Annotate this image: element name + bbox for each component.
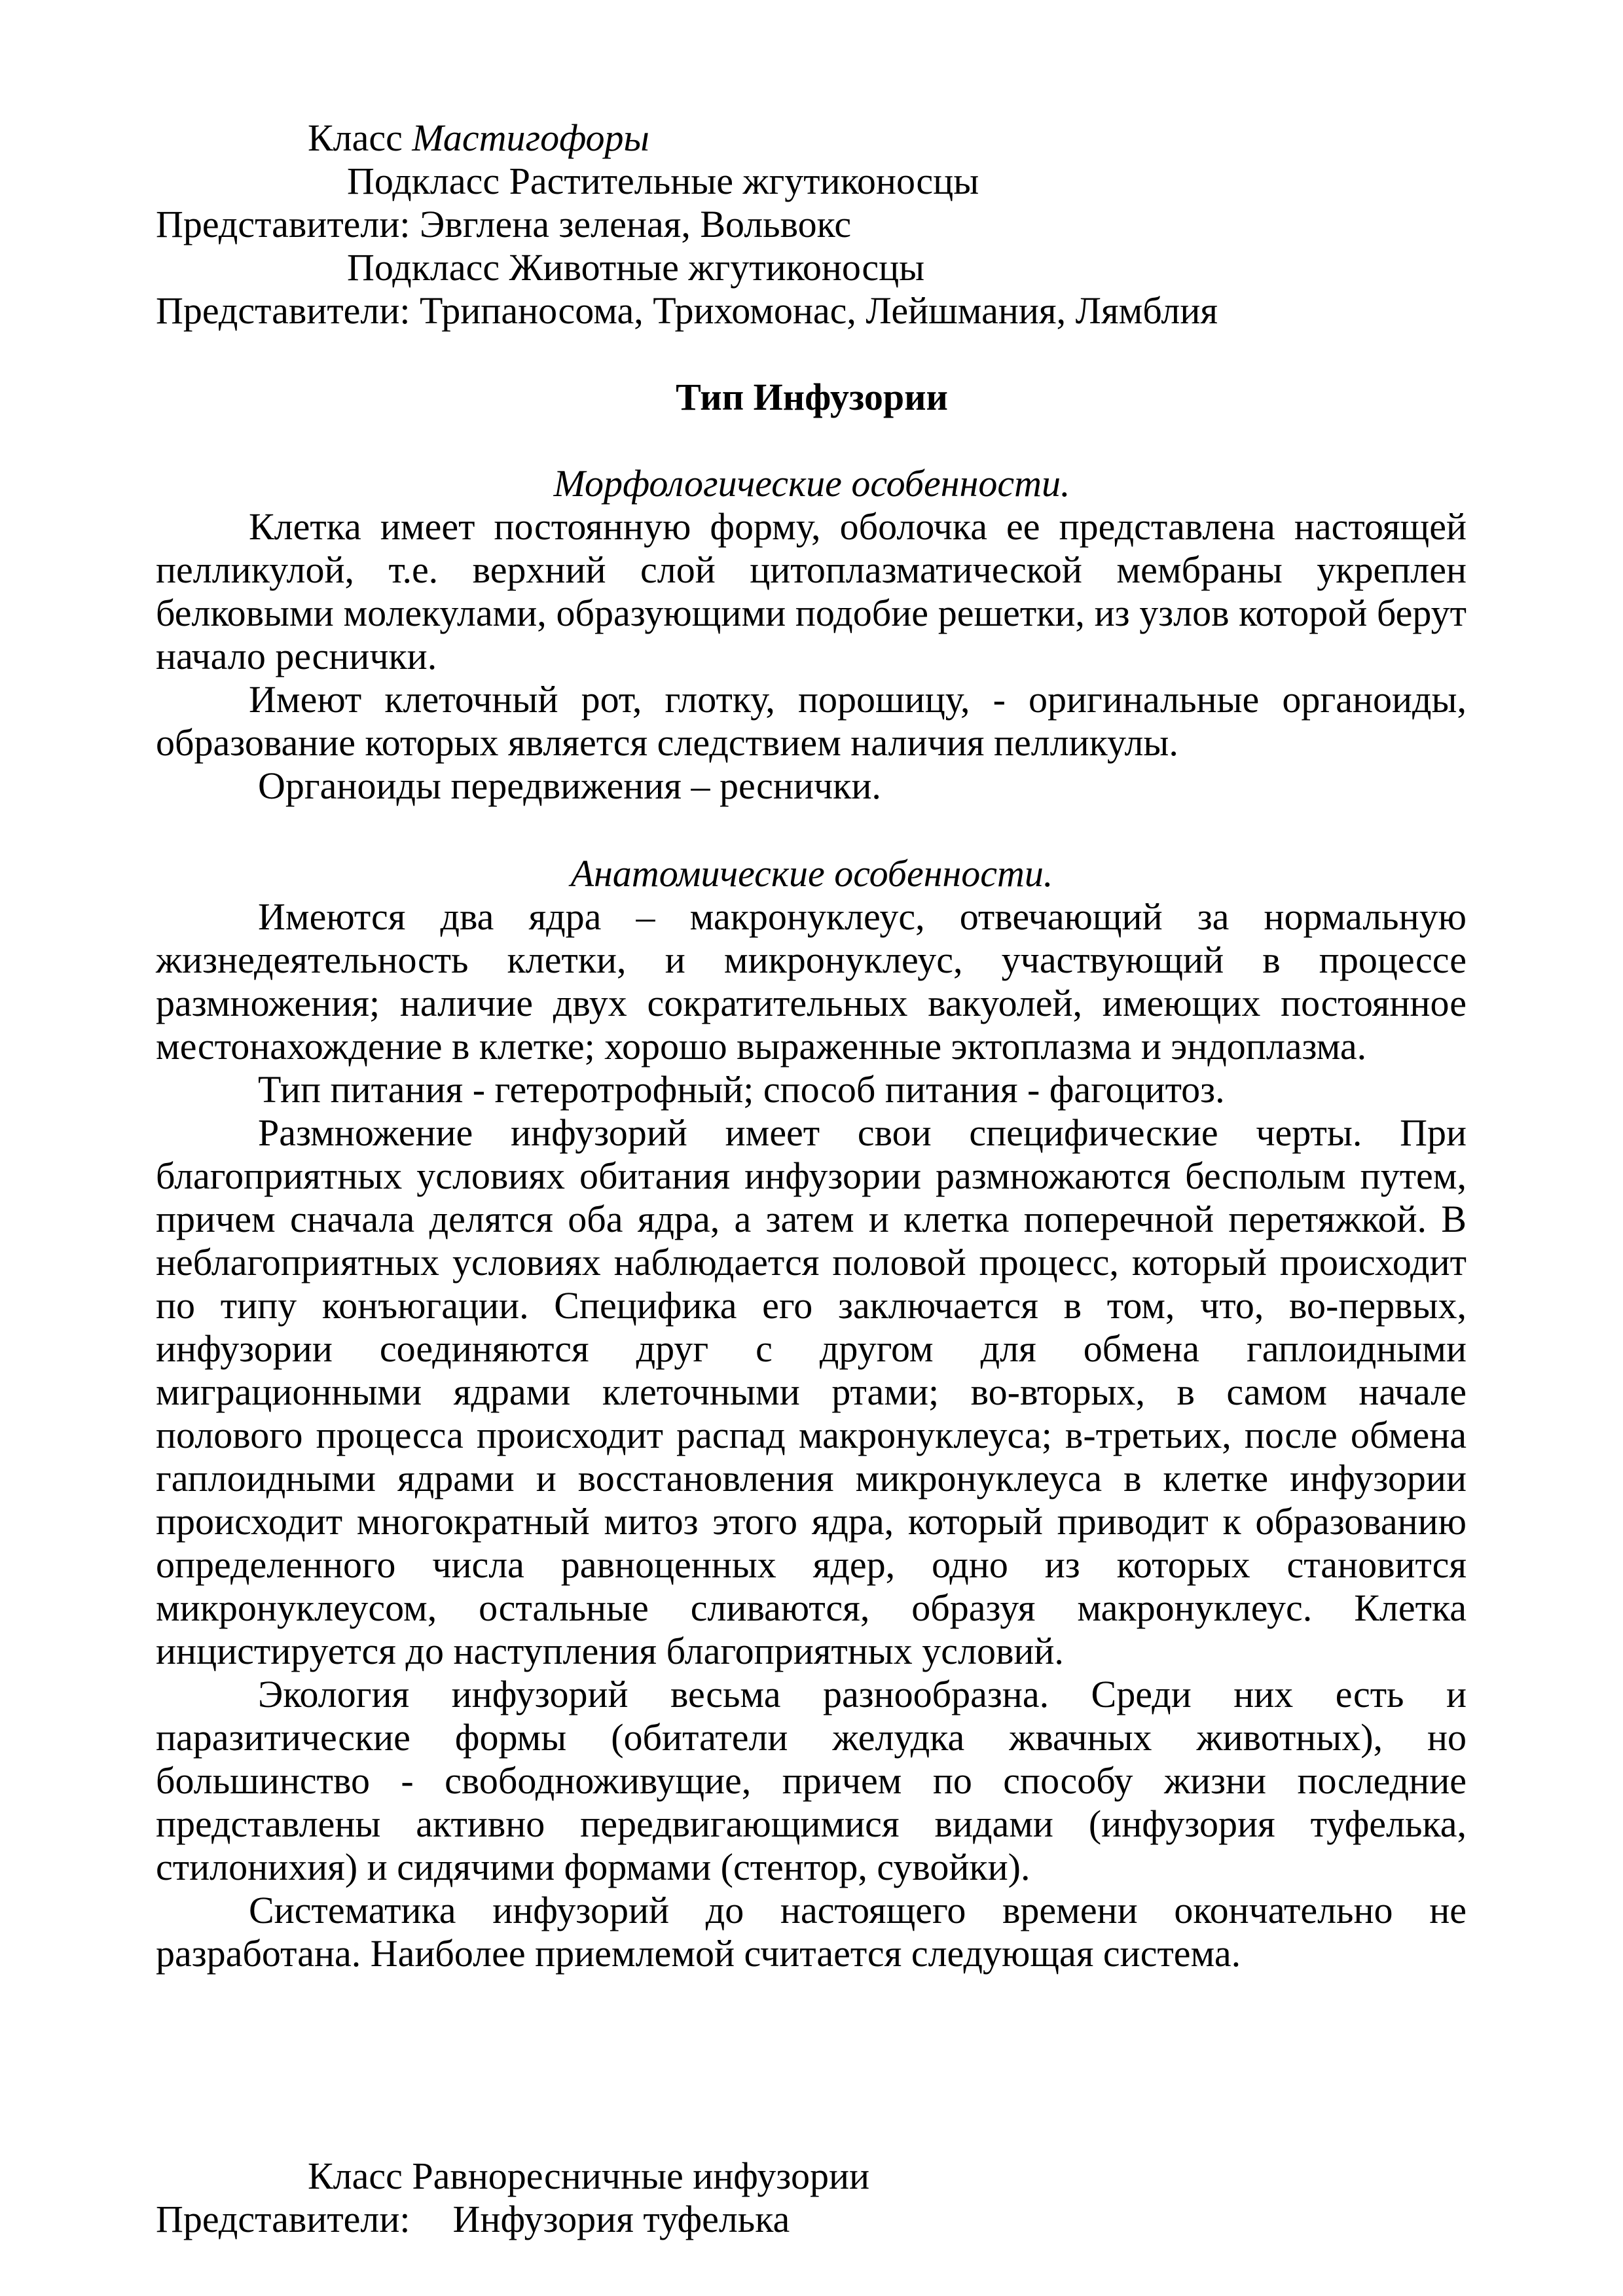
class-mastigophora-line xyxy=(308,117,649,160)
plant-flagellates-representatives: Представители: Эвглена зеленая, Вольвокс xyxy=(156,203,852,245)
morphology-paragraph-1: Клетка имеет постоянную форму, оболочка ее представлена настоящей пелликулой, т.е. верхний слой цитоплазматической мембраны укреплен белковыми молекулами, образующими подобие решетки, из узлов которой берут начало реснички. xyxy=(156,505,1467,677)
class-label: Класс xyxy=(308,117,403,159)
morphology-paragraph-3: Органоиды передвижения – реснички. xyxy=(258,764,881,807)
holotricha-representatives xyxy=(156,2198,790,2241)
type-ciliates-title: Тип Инфузории xyxy=(676,376,948,418)
morphology-paragraph-2: Имеют клеточный рот, глотку, порошицу, - оригинальные органоиды, образование которых является следствием наличия пелликулы. xyxy=(156,678,1467,764)
anatomy-paragraph-2: Тип питания - гетеротрофный; способ питания - фагоцитоз. xyxy=(258,1068,1225,1111)
representatives-value: Инфузория туфелька xyxy=(452,2198,790,2240)
anatomy-paragraph-5: Систематика инфузорий до настоящего времени окончательно не разработана. Наиболее приемлемой считается следующая система. xyxy=(156,1889,1467,1975)
subclass-plant-flagellates: Подкласс Растительные жгутиконосцы xyxy=(347,160,979,202)
morphology-heading: Морфологические особенности. xyxy=(553,462,1070,505)
subclass-animal-flagellates: Подкласс Животные жгутиконосцы xyxy=(347,246,925,289)
class-holotricha-line: Класс Равноресничные инфузории xyxy=(308,2155,870,2197)
class-name: Мастигофоры xyxy=(412,117,649,159)
anatomy-paragraph-4: Экология инфузорий весьма разнообразна. Среди них есть и паразитические формы (обитатели желудка жвачных животных), но большинство - свободноживущие, причем по способу жизни последние представлены активно передвигающимися видами (инфузория туфелька, стилонихия) и сидячими формами (стентор, сувойки). xyxy=(156,1673,1467,1888)
anatomy-heading: Анатомические особенности. xyxy=(570,852,1053,895)
anatomy-paragraph-3: Размножение инфузорий имеет свои специфические черты. При благоприятных условиях обитания инфузории размножаются бесполым путем, причем сначала делятся оба ядра, а затем и клетка поперечной перетяжкой. В неблагоприятных условиях наблюдается половой процесс, который происходит по типу конъюгации. Специфика его заключается в том, что, во-первых, инфузории соединяются друг с другом для обмена гаплоидными миграционными ядрами клеточными ртами; во-вторых, в самом начале полового процесса происходит распад макронуклеуса; в-третьих, после обмена гаплоидными ядрами и восстановления микронуклеуса в клетке инфузории происходит многократный митоз этого ядра, который приводит к образованию определенного числа равноценных ядер, одно из которых становится микронуклеусом, остальные сливаются, образуя макронуклеус. Клетка инцистируется до наступления благоприятных условий. xyxy=(156,1111,1467,1672)
morphology-paragraphs xyxy=(156,505,1467,808)
representatives-label: Представители: xyxy=(156,2198,410,2240)
anatomy-paragraph-1: Имеются два ядра – макронуклеус, отвечающий за нормальную жизнедеятельность клетки, и микронуклеус, участвующий в процессе размножения; наличие двух сократительных вакуолей, имеющих постоянное местонахождение в клетке; хорошо выраженные эктоплазма и эндоплазма. xyxy=(156,895,1467,1067)
animal-flagellates-representatives: Представители: Трипаносома, Трихомонас, Лейшмания, Лямблия xyxy=(156,289,1218,332)
anatomy-paragraphs xyxy=(156,895,1467,1975)
